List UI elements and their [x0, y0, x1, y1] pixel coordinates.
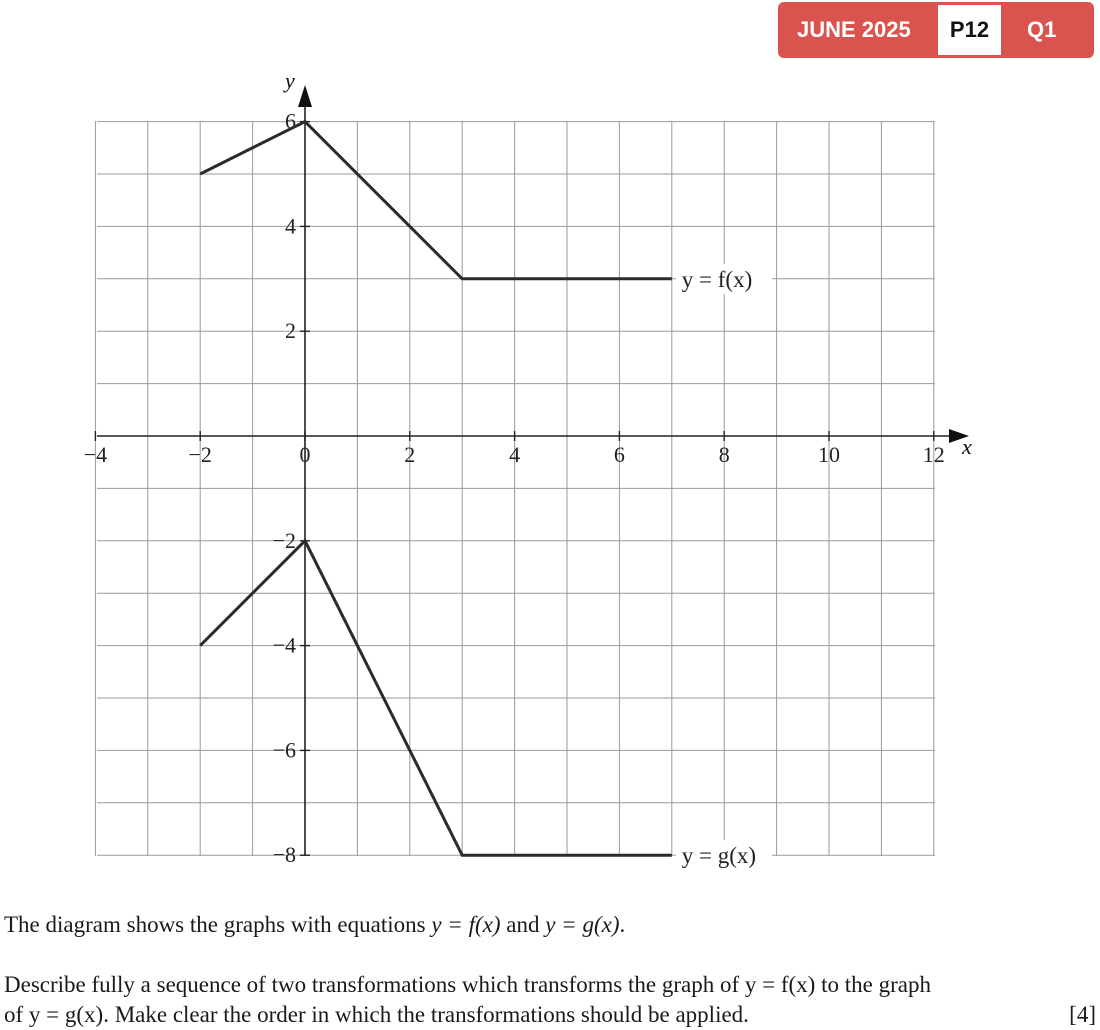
series-f-line	[200, 122, 672, 279]
series-f-label: y = f(x)	[681, 266, 753, 292]
y-tick-label: 2	[285, 318, 296, 344]
y-tick-label: −8	[272, 842, 296, 868]
x-tick-label: 6	[613, 442, 625, 467]
x-tick-label: 0	[299, 442, 311, 467]
exam-session: JUNE 2025	[797, 17, 911, 42]
x-tick-label: 10	[818, 442, 840, 467]
x-tick-label: −4	[83, 442, 108, 467]
x-tick-label: 12	[922, 442, 945, 467]
question-number: Q1	[1027, 17, 1057, 42]
marks: [4]	[1069, 1002, 1096, 1027]
equation-f: y = f(x)	[431, 912, 501, 937]
x-tick-label: 8	[718, 442, 730, 467]
question-line-2-text: of y = g(x). Make clear the order in which the transformations should be applied.	[4, 1002, 749, 1027]
intro-text	[4, 910, 625, 940]
x-axis-label: x	[962, 434, 972, 459]
question-line-2	[4, 1000, 1096, 1030]
x-tick-label: −2	[188, 442, 212, 467]
intro-text-end: .	[619, 912, 626, 937]
equation-g: y = g(x)	[545, 912, 620, 937]
y-tick-label: 4	[285, 213, 296, 239]
y-tick-label: −4	[272, 632, 296, 658]
axes	[97, 68, 972, 856]
y-axis-arrow	[298, 85, 312, 107]
intro-text-and: and	[500, 912, 546, 937]
intro-text-start: The diagram shows the graphs with equations	[4, 912, 432, 937]
x-tick-label: 4	[509, 442, 521, 467]
y-tick-label: −6	[272, 737, 296, 763]
grid	[95, 121, 935, 856]
paper-number: P12	[938, 5, 1001, 55]
y-axis-label: y	[285, 68, 295, 93]
question-line-1: Describe fully a sequence of two transformations which transforms the graph of y = f(x) to the graph	[4, 972, 931, 997]
series-g-label: y = g(x)	[681, 843, 757, 869]
y-tick-label: −2	[272, 527, 296, 553]
y-tick-label: 6	[285, 108, 296, 134]
x-tick-label: 2	[404, 442, 416, 467]
